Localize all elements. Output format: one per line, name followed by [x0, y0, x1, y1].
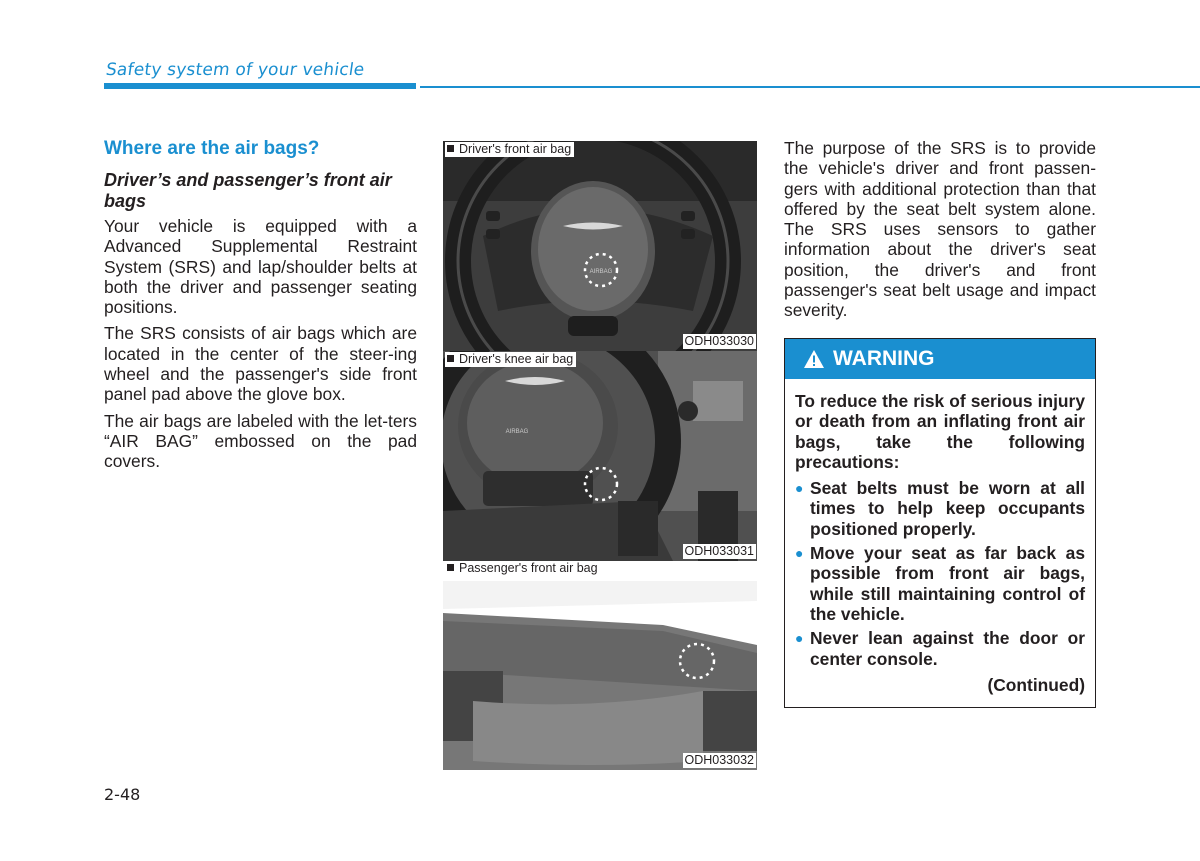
pad-label: AIRBAG: [589, 269, 613, 275]
subsection-heading: Driver’s and passenger’s front air bags: [104, 170, 392, 211]
page-number: 2-48: [104, 785, 141, 804]
knee-airbag-illustration: [443, 351, 757, 561]
paragraph-srs-equipped: Your vehicle is equipped with a Advanced Supplemental Restraint System (SRS) and lap/shoulder belts at both the driver and passenger seating positions.: [104, 216, 417, 318]
warning-lead: To reduce the risk of serious injury or death from an inflating front air bags, take the following precautions:: [795, 391, 1085, 472]
warning-triangle-icon: [803, 349, 825, 369]
figure-code: ODH033032: [684, 753, 754, 767]
header-rule-thin: [420, 86, 1200, 88]
warning-bullet: ● Move your seat as far back as possible from front air bags, while still maintaining control of the vehicle.: [795, 543, 1085, 624]
left-column: [104, 138, 417, 478]
warning-box: [784, 338, 1096, 708]
paragraph-srs-consists: The SRS consists of air bags which are located in the center of the steer-ing wheel and the passenger's side front panel pad above the glove box.: [104, 323, 417, 405]
header-rule-thick: [104, 83, 416, 89]
warning-bullet: ● Seat belts must be worn at all times to help keep occupants positioned properly.: [795, 478, 1085, 539]
right-column: [784, 138, 1096, 321]
warning-header: [785, 339, 1095, 379]
srs-purpose-paragraph: The purpose of the SRS is to provide the vehicle's driver and front passen-gers with additional protection than that offered by the seat belt system alone. The SRS uses sensors to gather information about the driver's seat position, the driver's and front passenger's seat belt usage and impact severity.: [784, 138, 1096, 321]
figure-driver-front-airbag: [443, 141, 757, 351]
figure-passenger-front-airbag: [443, 561, 757, 770]
bullet-icon: ●: [795, 630, 804, 647]
warning-title: WARNING: [833, 347, 935, 370]
steering-wheel-illustration: [443, 141, 757, 351]
warning-body: [785, 379, 1095, 696]
figure-caption: Passenger's front air bag: [445, 561, 601, 576]
figure-driver-knee-airbag: [443, 351, 757, 561]
figure-caption: Driver's front air bag: [445, 142, 574, 157]
running-header: Safety system of your vehicle: [104, 60, 366, 80]
dashboard-illustration: [443, 561, 757, 770]
bullet-icon: ●: [795, 480, 804, 497]
pad-label: AIRBAG: [505, 429, 529, 435]
paragraph-airbag-labels: The air bags are labeled with the let-ters “AIR BAG” embossed on the pad covers.: [104, 410, 417, 472]
figure-caption: Driver's knee air bag: [445, 352, 576, 367]
continued-label: (Continued): [987, 674, 1085, 695]
figure-code: ODH033031: [684, 544, 754, 558]
figure-code: ODH033030: [684, 334, 754, 348]
bullet-icon: ●: [795, 545, 804, 562]
section-heading: Where are the air bags?: [104, 138, 320, 159]
warning-bullet: ● Never lean against the door or center console.: [795, 628, 1085, 669]
